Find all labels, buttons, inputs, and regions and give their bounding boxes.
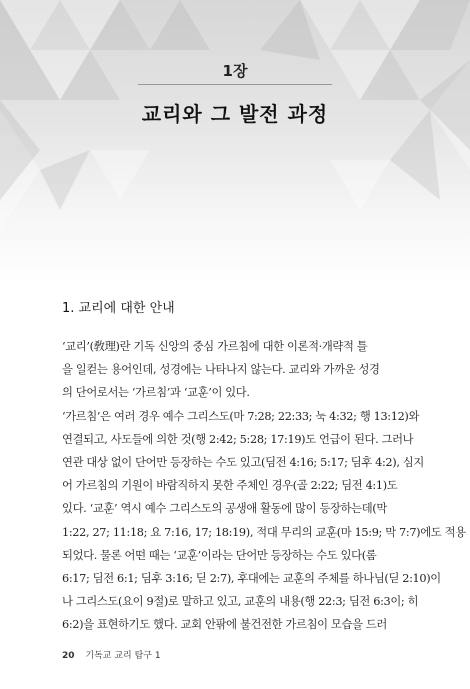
geometric-pattern [0,0,470,285]
body-line: 을 일컫는 용어인데, 성경에는 나타나지 않는다. 교리와 가까운 성경 [62,363,380,377]
chapter-title: 교리와 그 발전 과정 [141,102,329,126]
chapter-header-background [0,0,470,285]
page-number: 20 [62,651,75,661]
body-text [62,335,466,636]
body-line: ‘가르침’은 여러 경우 예수 그리스도(마 7:28; 22:33; 눅 4:32; 행 13:12)와 [62,409,420,423]
chapter-label: 1장 [222,62,248,80]
section-heading: 1. 교리에 대한 안내 [62,301,175,316]
body-line: 있다. ‘교훈’ 역시 예수 그리스도의 공생애 활동에 많이 등장하는데(막 [62,502,387,516]
body-line: 되었다. 물론 어떤 때는 ‘교훈’이라는 단어만 등장하는 수도 있다(롬 [62,548,377,562]
body-line: 6:17; 딤전 6:1; 딤후 3:16; 딛 2:7), 후대에는 교훈의 주체를 하나님(딛 2:10)이 [62,571,441,585]
body-line: ‘교리’(敎理)란 기독 신앙의 중심 가르침에 대한 이론적·개략적 틀 [62,340,368,353]
page-footer [62,648,161,661]
body-line: 의 단어로서는 ‘가르침’과 ‘교훈’이 있다. [62,386,250,400]
chapter-divider [138,84,332,85]
body-line: 연관 대상 없이 단어만 등장하는 수도 있고(딤전 4:16; 5:17; 딤후 4:2), 심지 [62,455,424,469]
body-line: 어 가르침의 기원이 바람직하지 못한 주체인 경우(골 2:22; 딤전 4:1)도 [62,479,398,493]
body-line: 연결되고, 사도들에 의한 것(행 2:42; 5:28; 17:19)도 언급이 된다. 그러나 [62,432,414,446]
body-line: 나 그리스도(요이 9절)로 말하고 있고, 교훈의 내용(행 22:3; 딤전 6:3이; 히 [62,595,419,609]
body-line: 6:2)을 표현하기도 했다. 교회 안팎에 불건전한 가르침이 모습을 드러 [62,618,387,632]
body-line: 1:22, 27; 11:18; 요 7:16, 17; 18:19), 적대 무리의 교훈(마 15:9; 막 7:7)에도 적용 [62,525,466,539]
running-title: 기독교 교리 탐구 1 [85,651,161,661]
